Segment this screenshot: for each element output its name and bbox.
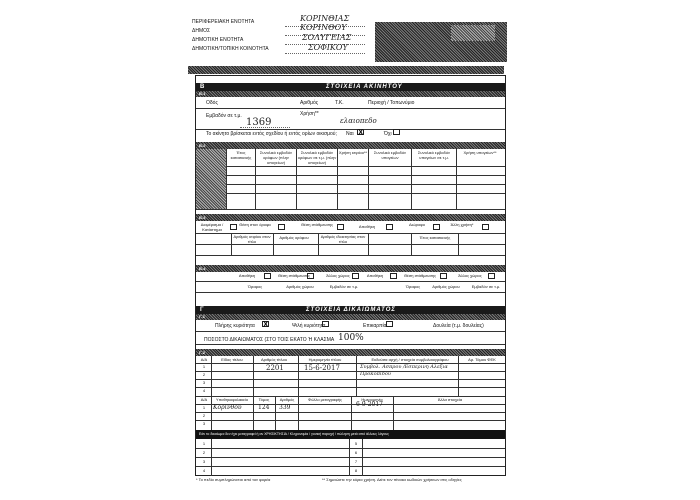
b3-other-use: Άλλη χρήση* [450,222,474,227]
b4-storage-1: Αποθήκη [238,273,256,278]
b3-other-checkbox[interactable] [482,224,489,230]
g3-note: Εάν το δικαίωμα δεν έχει μεταγραφεί ή αν ΧΡΗΣΙΚΤΗΣΙΑ / Κληρονομία / γονική παροχή / πώληση μετά από άλλους λόγους [199,432,389,436]
g2b-col-registry: Υποθηκοφυλακείο [215,397,249,402]
b3-storage: Αποθήκη [358,224,376,229]
b4-sqm-2: Εμβαδόν σε τ.μ. [471,284,501,289]
g2-entry-authority: Συμβολ. Ασπρου /Εσπερινη Αλεξια Προκοπιδου [360,364,448,377]
g3-row-5: 5 [354,441,358,446]
g2-row-3: 3 [202,380,206,385]
section-b4-label: Β-4 [199,266,206,271]
b1-yes-label: Ναι [346,131,354,137]
section-g2-label: Γ-2 [199,350,205,355]
b2-col-building-use: Χρήση κτιρίου** [338,150,368,155]
g1-bare-ownership: Ψιλή κυριότητα [292,323,326,329]
section-g-letter: Γ [200,307,205,313]
b1-number-label: Αριθμός [300,100,319,106]
g3-row-4: 4 [202,468,206,473]
b4-storage-1-checkbox[interactable] [264,273,271,279]
g2b-entry-date: 6-9-2017 [356,401,383,408]
section-b1-bar [196,91,505,97]
b3-property-number: Αριθμός ιδιοκτησίας στον τίτλο [320,234,366,244]
g2b-entry-volume: 124 [258,404,270,411]
b4-parking-1: Θέση στάθμευσης [277,273,311,278]
g2-col-authority: Εκδούσα αρχή / στοιχεία συμβολαιογράφου [371,357,449,362]
b2-col-basement: Συνολικό εμβαδόν υπογείων [373,150,407,160]
b1-no-checkbox[interactable] [393,129,400,135]
b1-use-value: ελαιοπεδο [340,117,377,125]
g2-entry-date: 15-6-2017 [304,364,340,372]
b3-parking-checkbox[interactable] [337,224,344,230]
section-g1-label: Γ-1 [199,314,205,319]
b4-floor-2: Όροφος [405,284,421,289]
section-g1-bar [196,314,505,320]
g2-row-4: 4 [202,388,206,393]
b1-postcode-label: Τ.Κ. [335,100,344,106]
g2b-entry-registry: Κορινθου [213,404,242,411]
b3-duplex: Διώροφο [408,222,425,227]
b1-sqm-value: 1369 [246,117,272,128]
b4-floor-1: Όροφος [247,284,263,289]
g2b-col-index: Α/Α [200,397,208,402]
b4-space-number-1: Αριθμός χώρου [286,284,314,289]
b3-construction-year: Έτος κατασκευής [419,235,451,240]
g2b-col-volume: Τόμος [258,397,270,402]
g1-bare-ownership-checkbox[interactable] [322,321,329,327]
b3-floor-number: Αριθμός ορόφου [279,235,309,240]
g3-row-8: 8 [354,468,358,473]
footnote-1: * Το πεδίο συμπληρώνεται από τον φορέα [196,477,271,482]
b4-other-1-checkbox[interactable] [352,273,359,279]
g3-row-7: 7 [354,459,358,464]
section-g3-bar [196,430,505,439]
header-label-region: ΠΕΡΙΦΕΡΕΙΑΚΗ ΕΝΟΤΗΤΑ [192,19,255,25]
header-value-municipal-unit: ΣΟΛΥΓΕΙΑΣ [302,33,352,42]
b4-storage-2: Αποθήκη [366,273,384,278]
b4-parking-1-checkbox[interactable] [307,273,314,279]
b3-storage-checkbox[interactable] [386,224,393,230]
header-label-municipality: ΔΗΜΟΣ [192,28,211,34]
b1-sqm-label: Εμβαδόν σε τ.μ. [206,113,242,119]
section-b-bar [196,83,505,91]
b1-yes-mark: X [358,128,364,137]
section-b3-bar [196,214,505,221]
b3-building-number: Αριθμός κτιρίου στον τίτλο [233,234,271,244]
g2-entry-number: 2201 [266,364,284,372]
section-b4-bar [196,265,505,272]
section-g-bar [196,306,505,314]
b3-duplex-checkbox[interactable] [433,224,440,230]
g2b-row-3: 3 [202,421,206,426]
section-b-letter: Β [200,84,206,90]
g2b-row-2: 2 [202,413,206,418]
b4-other-2-checkbox[interactable] [488,273,495,279]
header-value-community: ΣΟΦΙΚΟΥ [308,43,348,52]
section-g2-bar [196,349,505,356]
g1-percent-label: ΠΟΣΟΣΤΟ ΔΙΚΑΙΩΜΑΤΟΣ (ΣΤΟ ΤΟΙΣ ΕΚΑΤΟ Ή ΚΛΑΣΜΑ [204,337,335,343]
section-b2-label: Β-2 [199,143,206,148]
g1-percent-value: 100% [338,333,364,343]
b4-parking-2-checkbox[interactable] [440,273,447,279]
g2-col-title-type: Είδος τίτλου [221,357,243,362]
g3-row-1: 1 [202,441,206,446]
b1-use-label: Χρήση** [300,111,319,117]
g2b-entry-number: 339 [279,404,291,411]
b1-plan-question: Το ακίνητο βρίσκεται εντός σχεδίου ή εντός ορίων οικισμού; [206,131,337,137]
g1-full-ownership: Πλήρης κυριότητα [215,323,255,329]
g2b-col-other: Άλλα στοιχεία [437,397,463,402]
b2-col-basement-area: Συνολικό εμβαδόν υπογείων σε τ.μ. [417,150,451,160]
b2-side-hatch [196,149,226,209]
g1-usufruct: Επικαρπία [363,323,387,329]
b1-yes-checkbox[interactable] [357,129,364,135]
g2b-col-sheet: Φύλλο μεταγραφής [308,397,342,402]
header-value-region: ΚΟΡΙΝΘΙΑΣ [300,14,350,23]
b4-space-number-2: Αριθμός χώρου [432,284,460,289]
b4-other-2: Άλλος χώρος [458,273,482,278]
g2b-col-date: Ημερομηνία [361,397,383,402]
b3-floor-checkbox[interactable] [278,224,285,230]
section-b3-label: Β-3 [199,215,206,220]
header-official-subbox [451,25,495,41]
section-b-title: ΣΤΟΙΧΕΙΑ ΑΚΙΝΗΤΟΥ [326,84,403,90]
g2b-row-1: 1 [202,405,206,410]
b3-floor-position: Θέση στον όροφο [239,222,271,227]
header-label-community: ΔΗΜΟΤΙΚΗ/ΤΟΠΙΚΗ ΚΟΙΝΟΤΗΤΑ [192,46,269,52]
g2-row-2: 2 [202,372,206,377]
b4-other-1: Άλλος χώρος [326,273,350,278]
section-b1-label: Β-1 [199,91,206,96]
b1-street-label: Οδός [206,100,218,106]
footnote-2: ** Σημειώστε την κύρια χρήση. Δείτε τον πίνακα κωδικών χρήσεων στις οδηγίες [322,477,462,482]
b4-storage-2-checkbox[interactable] [390,273,397,279]
g1-full-ownership-mark: X [263,320,269,329]
g2-col-index: Α/Α [200,357,208,362]
g2-col-title-date: Ημερομηνία τίτλου [308,357,342,362]
g1-full-ownership-checkbox[interactable] [262,321,269,327]
b2-col-floor-area: Συνολικό εμβαδόν ορόφων σε τ.μ. (πλην υπογείων) [297,150,337,165]
b1-no-label: Όχι [384,131,392,137]
header-value-municipality: ΚΟΡΙΝΘΟΥ [300,23,347,32]
g1-usufruct-checkbox[interactable] [386,321,393,327]
section-b2-bar [196,142,505,149]
g3-row-3: 3 [202,459,206,464]
b2-col-floors: Συνολικό εμβαδόν ορόφων (πλην υπογείων) [259,150,293,165]
b3-apartment-checkbox[interactable] [230,224,237,230]
section-g-title: ΣΤΟΙΧΕΙΑ ΔΙΚΑΙΩΜΑΤΟΣ [306,307,396,313]
b3-apartment: Διαμέρισμα / Κατάστημα [200,222,224,232]
b2-col-basement-use: Χρήση υπογείων** [463,150,497,155]
g1-easement: Δουλεία (τ.μ. δουλείας) [433,323,484,329]
g3-row-2: 2 [202,450,206,455]
b1-area-label: Περιοχή / Τοπωνύμιο [368,100,415,106]
b4-sqm-1: Εμβαδόν σε τ.μ. [329,284,359,289]
header-band [188,66,504,74]
b3-parking: Θέση στάθμευσης [300,222,334,227]
header-label-municipal-unit: ΔΗΜΟΤΙΚΗ ΕΝΟΤΗΤΑ [192,37,244,43]
g2-col-gazette: Αρ. Τόμου ΦΕΚ [468,357,496,362]
g2-row-1: 1 [202,364,206,369]
b2-col-year: Έτος κατασκευής [230,150,252,160]
b4-parking-2: Θέση στάθμευσης [403,273,437,278]
g2-col-title-number: Αριθμός τίτλου [260,357,288,362]
g3-row-6: 6 [354,450,358,455]
g2b-col-number: Αριθμός [279,397,295,402]
